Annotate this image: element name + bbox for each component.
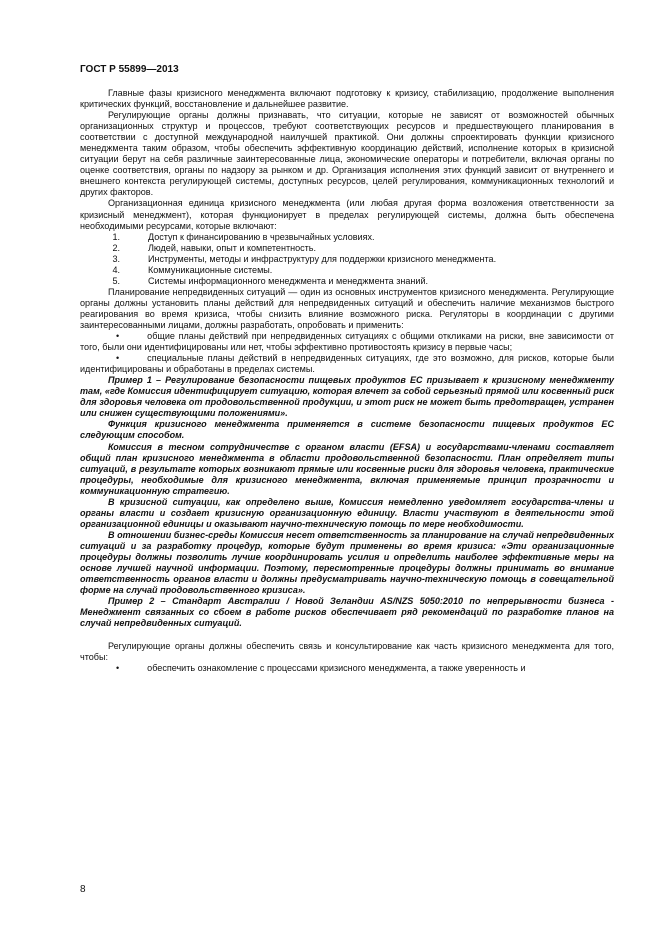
list-item: 3. Инструменты, методы и инфраструктуру для поддержки кризисного менеджмента. <box>112 253 497 264</box>
example-1-function: Функция кризисного менеджмента применяется в системе безопасности пищевых продуктов ЕС следующим способом. <box>80 419 614 441</box>
example-2: Пример 2 – Стандарт Австралии / Новой Зеландии AS/NZS 5050:2010 по непрерывности бизнеса - Менеджмент связанных со сбоем в работе рисков обеспечивает ряд рекомендаций по разработке планов на случай непредвиденных ситуаций. <box>80 596 614 629</box>
paragraph-regulators: Регулирующие органы должны признавать, что ситуации, которые не зависят от возможностей обычных организационных структур и процессов, требуют соответствующих ресурсов и предшествующего планирования в соответствии с доступной международной наилучшей практикой. Они должны спроектировать функции кризисного менеджмента таким образом, чтобы обеспечить эффективную координацию действий, исполнение которых в кризисной ситуации берут на себя различные заинтересованные лица, экономические операторы и потребители, включая органы по оценке соответствия, органы по надзору за рынком и др. Организация исполнения этих функций зависит от внутреннего и внешнего контекста регулирующей системы, доступных ресурсов, целей регулирования, коммуникационных технологий и других факторов. <box>80 110 614 198</box>
list-item: 1. Доступ к финансированию в чрезвычайных условиях. <box>112 231 375 242</box>
bullet-item: • обеспечить ознакомление с процессами кризисного менеджмента, а также уверенность и <box>116 663 526 674</box>
example-1-business: В отношении бизнес-среды Комиссия несет ответственность за планирование на случай непредвиденных ситуаций и за разработку процедур, которые будут применены во время кризиса: «Эти организационные процедуры должны позволить лучше координировать усилия и определить наиболее эффективные меры на основе лучшей научной информации. Поэтому, пересмотренные процедуры должны принимать во внимание ответственность органов власти и должны предусматривать научно-техническую помощь в совещательной форме на случай продовольственного кризиса». <box>80 529 614 596</box>
example-1: Пример 1 – Регулирование безопасности пищевых продуктов ЕС призывает к кризисному менеджменту там, «где Комиссия идентифицирует ситуацию, которая влечет за собой серьезный прямой или косвенный риск для здоровья человека от продовольственной продукции, и этот риск не может быть предотвращен, устранен или снижен существующими положениями». <box>80 375 614 419</box>
page-number: 8 <box>80 884 86 895</box>
paragraph-communication: Регулирующие органы должны обеспечить связь и консультирование как часть кризисного менеджмента для того, чтобы: <box>80 641 614 663</box>
paragraph-phases: Главные фазы кризисного менеджмента включают подготовку к кризису, стабилизацию, продолжение выполнения критических функций, восстановление и дальнейшее развитие. <box>80 88 614 110</box>
paragraph-contingency: Планирование непредвиденных ситуаций — один из основных инструментов кризисного менеджмента. Регулирующие органы должны установить планы действий для непредвиденных ситуаций и обеспечить наличие механизмов быстрого реагирования во время кризиса, чтобы снизить влияние возможного риска. Регуляторы в координации с другими заинтересованными лицами, должны разработать, опробовать и применить: <box>80 286 614 330</box>
list-item: 2. Людей, навыки, опыт и компетентность. <box>112 242 317 253</box>
bullet-item: • общие планы действий при непредвиденных ситуациях с общими откликами на риски, вне зависимости от того, были они идентифицированы или нет, чтобы эффективно противостоять кризису в первые часы; <box>80 331 614 353</box>
list-item: 4. Коммуникационные системы. <box>112 264 273 275</box>
resource-list <box>80 232 614 287</box>
bullet-item: • специальные планы действий в непредвиденных ситуациях, где это возможно, для рисков, которые были идентифицированы и обработаны в пределах системы. <box>80 353 614 375</box>
list-item: 5. Системы информационного менеджмента и менеджмента знаний. <box>112 275 429 286</box>
document-body <box>80 88 614 674</box>
example-1-commission: Комиссия в тесном сотрудничестве с органом власти (EFSA) и государствами-членами составляет общий план кризисного менеджмента в области продовольственной безопасности. План определяет типы ситуаций, в результате которых возникают прямые или косвенные риски для здоровья человека, практические процедуры, необходимые для кризисного менеджмента, включая применяемые принцип прозрачности и коммуникационную стратегию. <box>80 441 614 496</box>
document-header: ГОСТ Р 55899—2013 <box>80 64 179 75</box>
paragraph-org-unit: Организационная единица кризисного менеджмента (или любая другая форма возложения ответственности за кризисный менеджмент), которая функционирует в пределах регулирующей системы, должна быть обеспечена необходимыми ресурсами, которые включают: <box>80 198 614 231</box>
example-1-crisis: В кризисной ситуации, как определено выше, Комиссия немедленно уведомляет государства-члены и органы власти и создает кризисную организационную единицу. Власти участвуют в деятельности этой организационной единицы и оказывают научно-техническую помощь по мере необходимости. <box>80 496 614 529</box>
